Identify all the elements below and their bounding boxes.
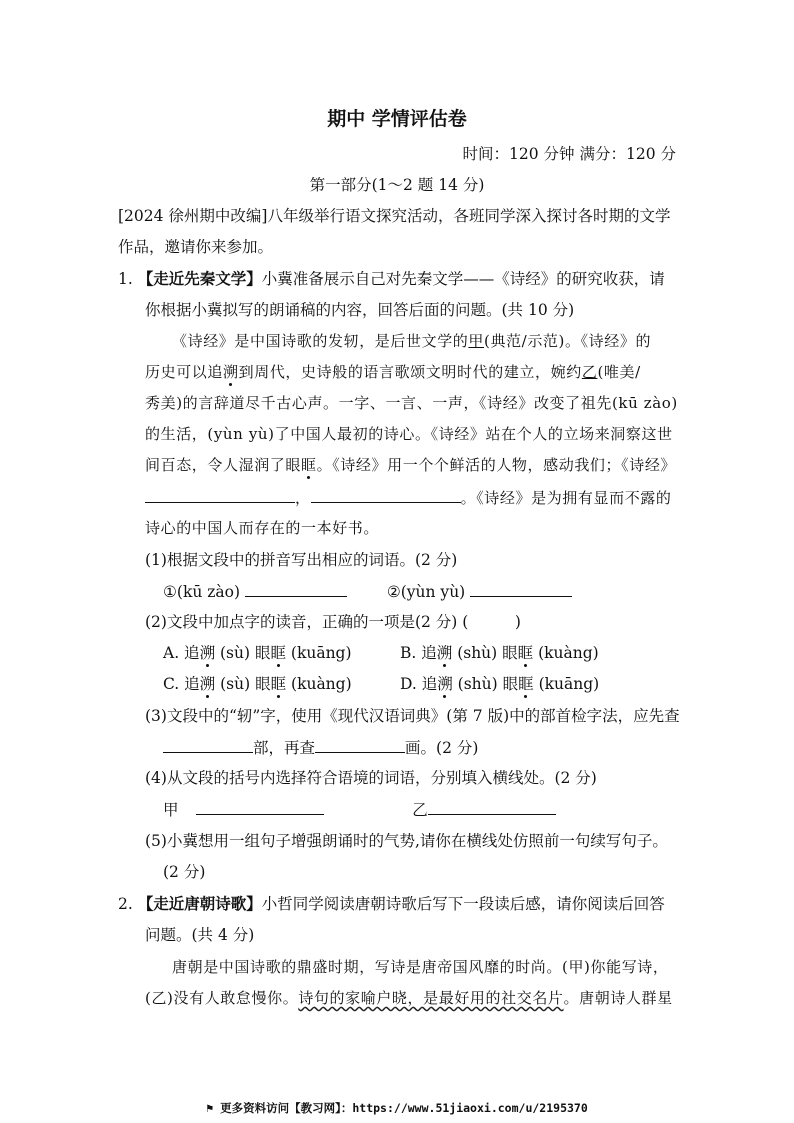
q1-passage-line-7: 诗心的中国人而存在的一本好书。 [145, 519, 380, 537]
q1-sub-1: (1)根据文段中的拼音写出相应的词语。(2 分) [145, 551, 458, 569]
q1-sub-5-score: (2 分) [163, 863, 206, 881]
option-d[interactable]: D. 追溯 (shù) 眼眶 (kuāng) [400, 675, 600, 693]
q2-stem [118, 893, 665, 915]
q1-sub-1-answers: ①(kū zào) ②(yùn yù) [163, 580, 572, 603]
q1-passage-line-4: 的生活，(yùn yù)了中国人最初的诗心。《诗经》站在个人的立场来洞察这世 [145, 425, 673, 443]
q1-passage-line-5: 间百态，令人湿润了眼眶。《诗经》用一个个鲜活的人物，感动我们；《诗经》 [145, 456, 677, 474]
q1-tag: 【走近先秦文学】 [137, 269, 262, 288]
answer-blank[interactable] [196, 798, 324, 815]
q1-number: 1. [118, 270, 133, 288]
q2-passage-line-1: 唐朝是中国诗歌的鼎盛时期，写诗是唐帝国风靡的时尚。(甲)你能写诗， [172, 958, 669, 976]
answer-blank[interactable] [163, 736, 253, 753]
q2-number: 2. [118, 895, 133, 913]
q1-passage-line-6: ， 。《诗经》是为拥有显而不露的 [145, 486, 672, 509]
intro-line-1: [2024 徐州期中改编]八年级举行语文探究活动，各班同学深入探讨各时期的文学 [118, 207, 671, 225]
time-info: 时间：120 分钟 满分：120 分 [462, 145, 676, 163]
q1-stem [118, 268, 665, 290]
flag-icon: ⚑ [206, 1101, 214, 1115]
q1-sub-3-line-2: 部，再查 画。(2 分) [163, 736, 478, 759]
q1-sub-3: (3)文段中的“轫”字，使用《现代汉语词典》(第 7 版)中的部首检字法，应先查 [145, 707, 680, 725]
q1-stem-text: 小冀准备展示自己对先秦文学——《诗经》的研究收获，请 [261, 270, 665, 288]
q2-stem-2: 问题。(共 4 分) [145, 926, 255, 944]
q1-sub-4-answers: 甲 乙 [163, 798, 556, 821]
answer-blank[interactable] [428, 798, 556, 815]
q2-tag: 【走近唐朝诗歌】 [137, 894, 262, 913]
intro-line-2: 作品，邀请你来参加。 [118, 238, 274, 256]
q1-passage-line-3: 秀美)的言辞道尽千古心声。一字、一言、一声，《诗经》改变了祖先(kū zào) [145, 394, 678, 412]
q1-sub-5: (5)小冀想用一组句子增强朗诵时的气势,请你在横线处仿照前一句续写句子。 [145, 832, 668, 850]
answer-blank[interactable] [145, 486, 295, 503]
q1-sub-2: (2)文段中加点字的读音，正确的一项是(2 分) ( ) [145, 613, 521, 631]
answer-blank[interactable] [315, 736, 405, 753]
page-title: 期中 学情评估卷 [327, 108, 467, 130]
q1-passage-line-2: 历史可以追溯到周代，史诗般的语言歌颂文明时代的建立，婉约乙(唯美/ [145, 363, 641, 381]
q1-stem-2: 你根据小冀拟写的朗诵稿的内容，回答后面的问题。(共 10 分) [145, 301, 575, 319]
option-c[interactable]: C. 追溯 (sù) 眼眶 (kuàng) [163, 675, 352, 693]
wavy-underlined-sentence: 诗句的家喻户晓，是最好用的社交名片 [298, 989, 564, 1007]
dotted-char-su: 溯 [223, 363, 239, 381]
blank-yi: 乙 [581, 363, 598, 381]
answer-blank[interactable] [470, 580, 572, 597]
part-heading: 第一部分(1～2 题 14 分) [309, 176, 485, 194]
q2-stem-text: 小哲同学阅读唐朝诗歌后写下一段读后感，请你阅读后回答 [261, 895, 665, 913]
footer-link[interactable]: ⚑ 更多资料访问【教习网】：https://www.51jiaoxi.com/u/2195370 [206, 1101, 588, 1115]
q2-passage-line-2: (乙)没有人敢怠慢你。诗句的家喻户晓，是最好用的社交名片。唐朝诗人群星 [145, 989, 673, 1007]
answer-blank[interactable] [311, 486, 461, 503]
blank-jia: 甲 [468, 332, 485, 350]
q1-passage-line-1: 《诗经》是中国诗歌的发轫，是后世文学的甲(典范/示范)。《诗经》的 [172, 332, 652, 350]
dotted-char-kuang: 眶 [301, 456, 317, 474]
answer-blank[interactable] [245, 580, 347, 597]
option-b[interactable]: B. 追溯 (shù) 眼眶 (kuàng) [400, 644, 599, 662]
option-a[interactable]: A. 追溯 (sù) 眼眶 (kuāng) [163, 644, 352, 662]
q1-sub-4: (4)从文段的括号内选择符合语境的词语，分别填入横线处。(2 分) [145, 769, 597, 787]
